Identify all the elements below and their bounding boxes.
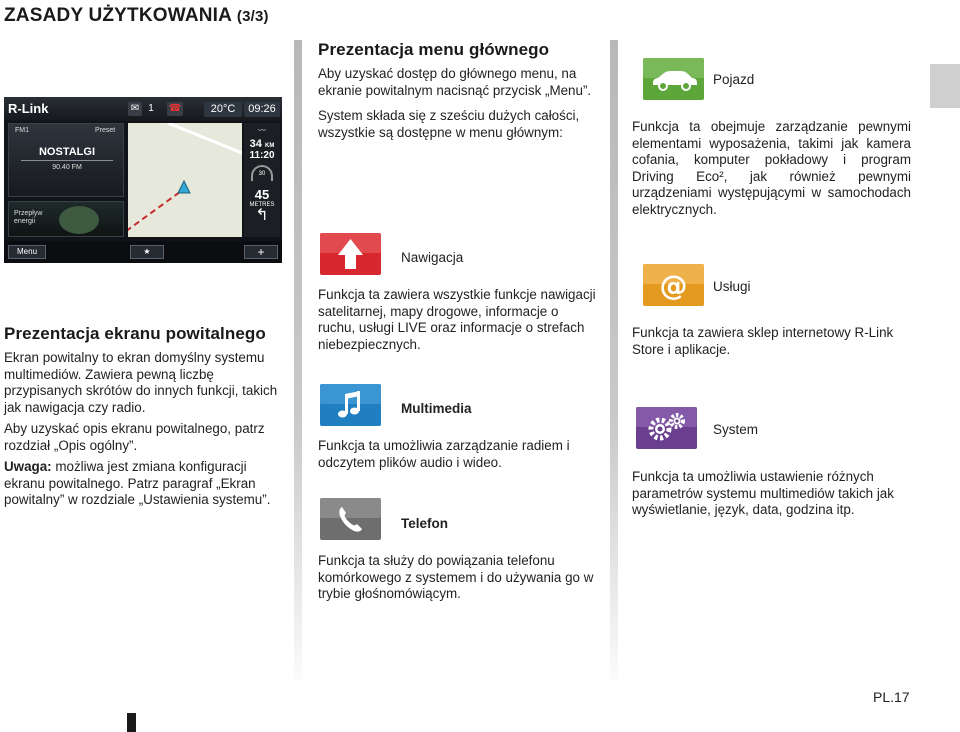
phone-icon xyxy=(320,498,381,540)
page-corner-mark xyxy=(127,713,136,732)
multimedia-label: Multimedia xyxy=(401,401,472,416)
main-menu-intro xyxy=(318,66,597,146)
rlink-home-screen xyxy=(4,97,282,263)
remaining-distance: 34 xyxy=(249,138,262,150)
page-number: PL.17 xyxy=(873,689,910,705)
home-screen-description xyxy=(4,350,284,514)
system-description: Funkcja ta umożliwia ustawienie różnych parametrów systemu multimediów takich jak wyświetlanie, język, data, godzina itp. xyxy=(632,469,894,517)
rlink-logo: R-Link xyxy=(8,101,49,116)
trip-info-panel xyxy=(244,123,280,237)
chapter-tab-marker xyxy=(930,64,960,108)
station-name: NOSTALGI xyxy=(38,146,95,158)
radio-band: FM1 xyxy=(15,127,29,134)
preset-label[interactable]: Preset xyxy=(95,127,116,134)
note-text: możliwa jest zmiana konfiguracji ekranu powitalnego. Patrz paragraf „Ekran powitalny” w rozdziale „Ustawienia systemu”. xyxy=(4,459,271,507)
screen-status-bar xyxy=(4,97,282,121)
system-icon-tile xyxy=(636,407,697,449)
main-menu-heading: Prezentacja menu głównego xyxy=(318,40,550,59)
home-screen-note xyxy=(4,459,284,509)
music-note-icon xyxy=(320,384,381,426)
page-title xyxy=(4,5,269,27)
phone-description: Funkcja ta służy do powiązania telefonu komórkowego z systemem i do używania go w trybie głośnomówiącym. xyxy=(318,553,594,601)
screen-bottom-bar xyxy=(4,241,282,263)
column-divider-left xyxy=(294,40,302,680)
message-icon: ✉ xyxy=(128,102,142,116)
add-shortcut-button[interactable]: + xyxy=(244,245,278,259)
note-label: Uwaga: xyxy=(4,459,52,474)
main-menu-paragraph-2: System składa się z sześciu dużych całości, wszystkie są dostępne w menu głównym: xyxy=(318,108,580,140)
speed-gauge xyxy=(251,165,273,181)
frequency-bar xyxy=(21,160,113,161)
main-menu-paragraph-1: Aby uzyskać dostęp do głównego menu, na ekranie powitalnym nacisnąć przycisk „Menu”. xyxy=(318,66,592,98)
multimedia-description: Funkcja ta umożliwia zarządzanie radiem i odczytem plików audio i wideo. xyxy=(318,438,570,470)
energy-flow-label: Przepływ energii xyxy=(14,210,43,225)
page-title-main: ZASADY UŻYTKOWANIA xyxy=(4,5,232,26)
menu-button[interactable]: Menu xyxy=(8,245,46,259)
vehicle-label: Pojazd xyxy=(713,72,755,87)
map-roads xyxy=(128,123,242,237)
car-icon xyxy=(643,58,704,100)
services-icon-tile xyxy=(643,264,704,306)
phone-status-icon: ☎ xyxy=(168,103,182,114)
navigation-icon-tile xyxy=(320,233,381,275)
multimedia-icon-tile xyxy=(320,384,381,426)
home-screen-paragraph-1: Ekran powitalny to ekran domyślny systemu multimediów. Zawiera pewną liczbę przypisanych skrótów do innych funkcji, takich jak nawigacja czy radio. xyxy=(4,350,278,415)
message-count: 1 xyxy=(148,103,154,114)
turn-left-arrow-icon: ↰ xyxy=(255,207,269,224)
navigation-label: Nawigacja xyxy=(401,250,464,265)
column-divider-right xyxy=(610,40,618,680)
navigation-description: Funkcja ta zawiera wszystkie funkcje nawigacji satelitarnej, mapy drogowe, informacje o ruchu, usługi LIVE oraz informacje o strefach niebezpiecznych. xyxy=(318,287,596,352)
services-label: Usługi xyxy=(713,279,751,294)
gears-icon xyxy=(636,407,697,449)
turn-distance-unit: METRES xyxy=(249,202,275,208)
home-screen-heading: Prezentacja ekranu powitalnego xyxy=(4,324,266,343)
radio-widget[interactable] xyxy=(8,123,124,197)
svg-text:@: @ xyxy=(659,269,688,302)
page-title-part: (3/3) xyxy=(236,8,269,25)
energy-graphic xyxy=(59,206,99,234)
energy-flow-widget[interactable] xyxy=(8,201,124,237)
speed-limit: 30 xyxy=(258,171,266,177)
phone-icon-tile xyxy=(320,498,381,540)
turn-distance: 45 xyxy=(254,187,270,202)
vehicle-icon-tile xyxy=(643,58,704,100)
favorites-button[interactable]: ★ xyxy=(130,245,164,259)
station-frequency: 90.40 FM xyxy=(52,164,82,171)
vehicle-description: Funkcja ta obejmuje zarządzanie pewnymi elementami wyposażenia, takimi jak kamera cofania, komputer pokładowy i program Driving Eco², jak również pewnymi urządzeniami występującymi w samochodach elektrycznych. xyxy=(632,119,911,217)
navigation-map[interactable] xyxy=(128,123,242,237)
distance-unit: KM xyxy=(264,143,275,149)
signal-icon: 〰 xyxy=(258,126,266,135)
services-description: Funkcja ta zawiera sklep internetowy R-Link Store i aplikacje. xyxy=(632,325,894,357)
clock: 09:26 xyxy=(244,102,280,117)
arrival-time: 11:20 xyxy=(249,150,275,161)
arrow-up-icon xyxy=(320,233,381,275)
phone-label: Telefon xyxy=(401,516,448,531)
outside-temperature: 20°C xyxy=(204,102,242,117)
at-sign-icon xyxy=(643,264,704,306)
home-screen-paragraph-2: Aby uzyskać opis ekranu powitalnego, patrz rozdział „Opis ogólny”. xyxy=(4,421,265,453)
system-label: System xyxy=(713,422,759,437)
